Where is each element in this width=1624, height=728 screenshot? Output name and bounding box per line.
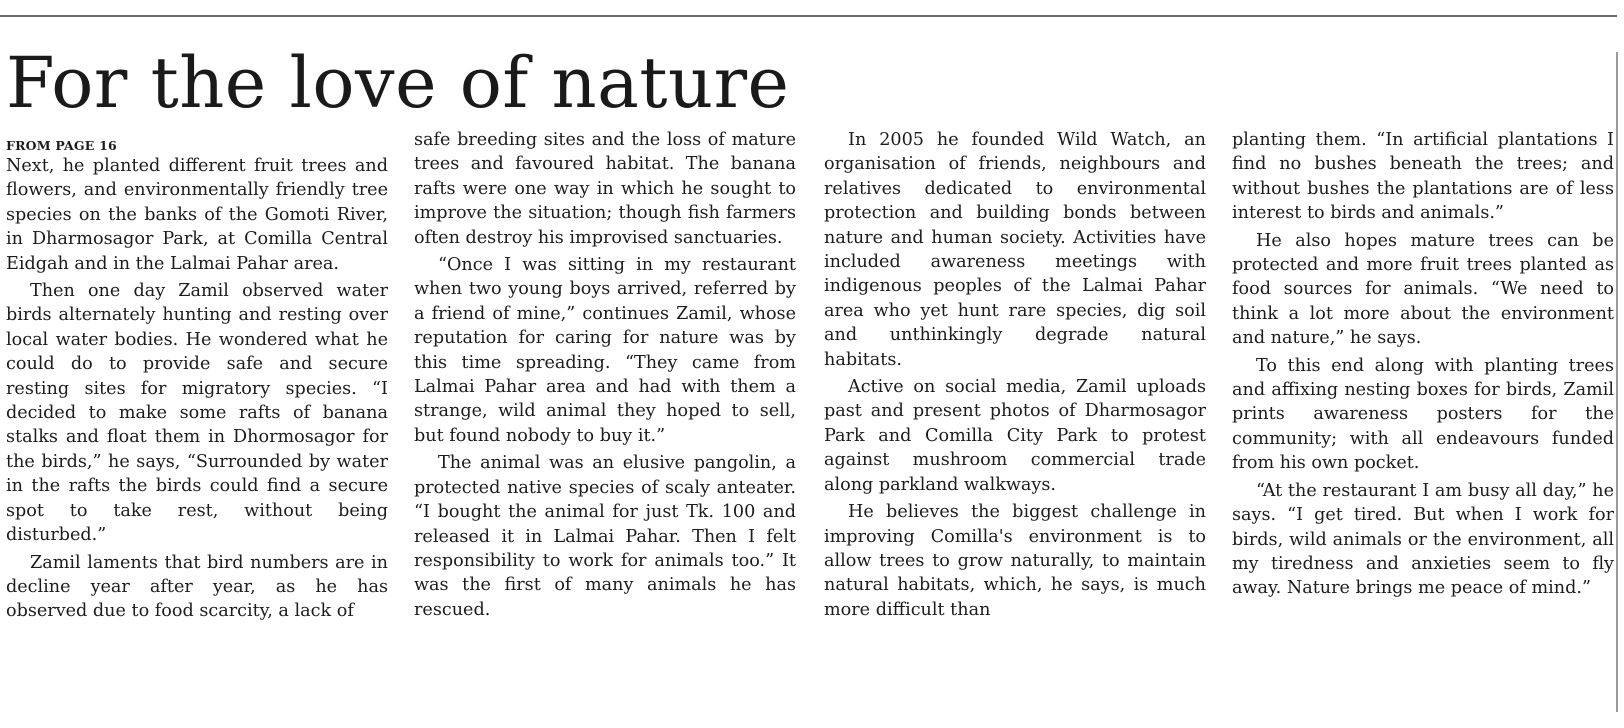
top-divider-rule [0, 15, 1617, 17]
paragraph: Zamil laments that bird numbers are in decline year after year, as he has observed due to food scarcity, a lack of [6, 552, 388, 622]
article-body [6, 130, 1614, 723]
paragraph: Then one day Zamil observed water birds alternately hunting and resting over local water bodies. He wondered what he could do to provide safe and secure resting sites for migratory species. “I decided to make some rafts of banana stalks and float them in Dhormosagor for the birds,” he says, “Surrounded by water in the rafts the birds could find a secure spot to take rest, without being disturbed.” [6, 281, 388, 546]
paragraph: safe breeding sites and the loss of mature trees and favoured habitat. The banana rafts were one way in which he sought to improve the situation; though fish farmers often destroy his improvised sanctuaries. [414, 130, 796, 248]
paragraph: Next, he planted different fruit trees and flowers, and environmentally friendly tree species on the banks of the Gomoti River, in Dharmosagor Park, at Comilla Central Eidgah and in the Lalmai Pahar area. [6, 156, 388, 274]
paragraph: Active on social media, Zamil uploads past and present photos of Dharmosagor Park and Comilla City Park to protest against mushroom commercial trade along parkland walkways. [824, 377, 1206, 495]
paragraph: He believes the biggest challenge in improving Comilla's environment is to allow trees to grow naturally, to maintain natural habitats, which, he says, is much more difficult than [824, 502, 1206, 620]
article-headline: For the love of nature [6, 42, 790, 124]
paragraph: planting them. “In artificial plantations I find no bushes beneath the trees; and without bushes the plantations are of less interest to birds and animals.” [1232, 130, 1614, 224]
paragraph: To this end along with planting trees and affixing nesting boxes for birds, Zamil prints awareness posters for the community; with all endeavours funded from his own pocket. [1232, 355, 1614, 474]
paragraph: He also hopes mature trees can be protected and more fruit trees planted as food sources for animals. “We need to think a lot more about the environment and nature,” he says. [1232, 230, 1614, 349]
article-column-2 [414, 128, 796, 723]
right-column-rule [1616, 52, 1618, 712]
paragraph: “Once I was sitting in my restaurant when two young boys arrived, referred by a friend of mine,” continues Zamil, whose reputation for caring for nature was by this time spreading. “They came from Lalmai Pahar area and had with them a strange, wild animal they hoped to sell, but found nobody to buy it.” [414, 255, 796, 446]
article-column-4 [1232, 128, 1614, 723]
paragraph: In 2005 he founded Wild Watch, an organisation of friends, neighbours and relatives dedicated to environmental protection and building bonds between nature and human society. Activities have included awareness meetings with indigenous peoples of the Lalmai Pahar area who yet hunt rare species, dig soil and unthinkingly degrade natural habitats. [824, 130, 1206, 370]
article-column-1 [6, 138, 388, 723]
article-column-3 [824, 128, 1206, 723]
paragraph: “At the restaurant I am busy all day,” he says. “I get tired. But when I work for birds, wild animals or the environment, all my tiredness and anxieties seem to fly away. Nature brings me peace of mind.” [1232, 480, 1614, 599]
paragraph: The animal was an elusive pangolin, a protected native species of scaly anteater. “I bought the animal for just Tk. 100 and released it in Lalmai Pahar. Then I felt responsibility to work for animals too.” It was the first of many animals he has rescued. [414, 453, 796, 620]
jump-line: FROM PAGE 16 [6, 138, 117, 153]
